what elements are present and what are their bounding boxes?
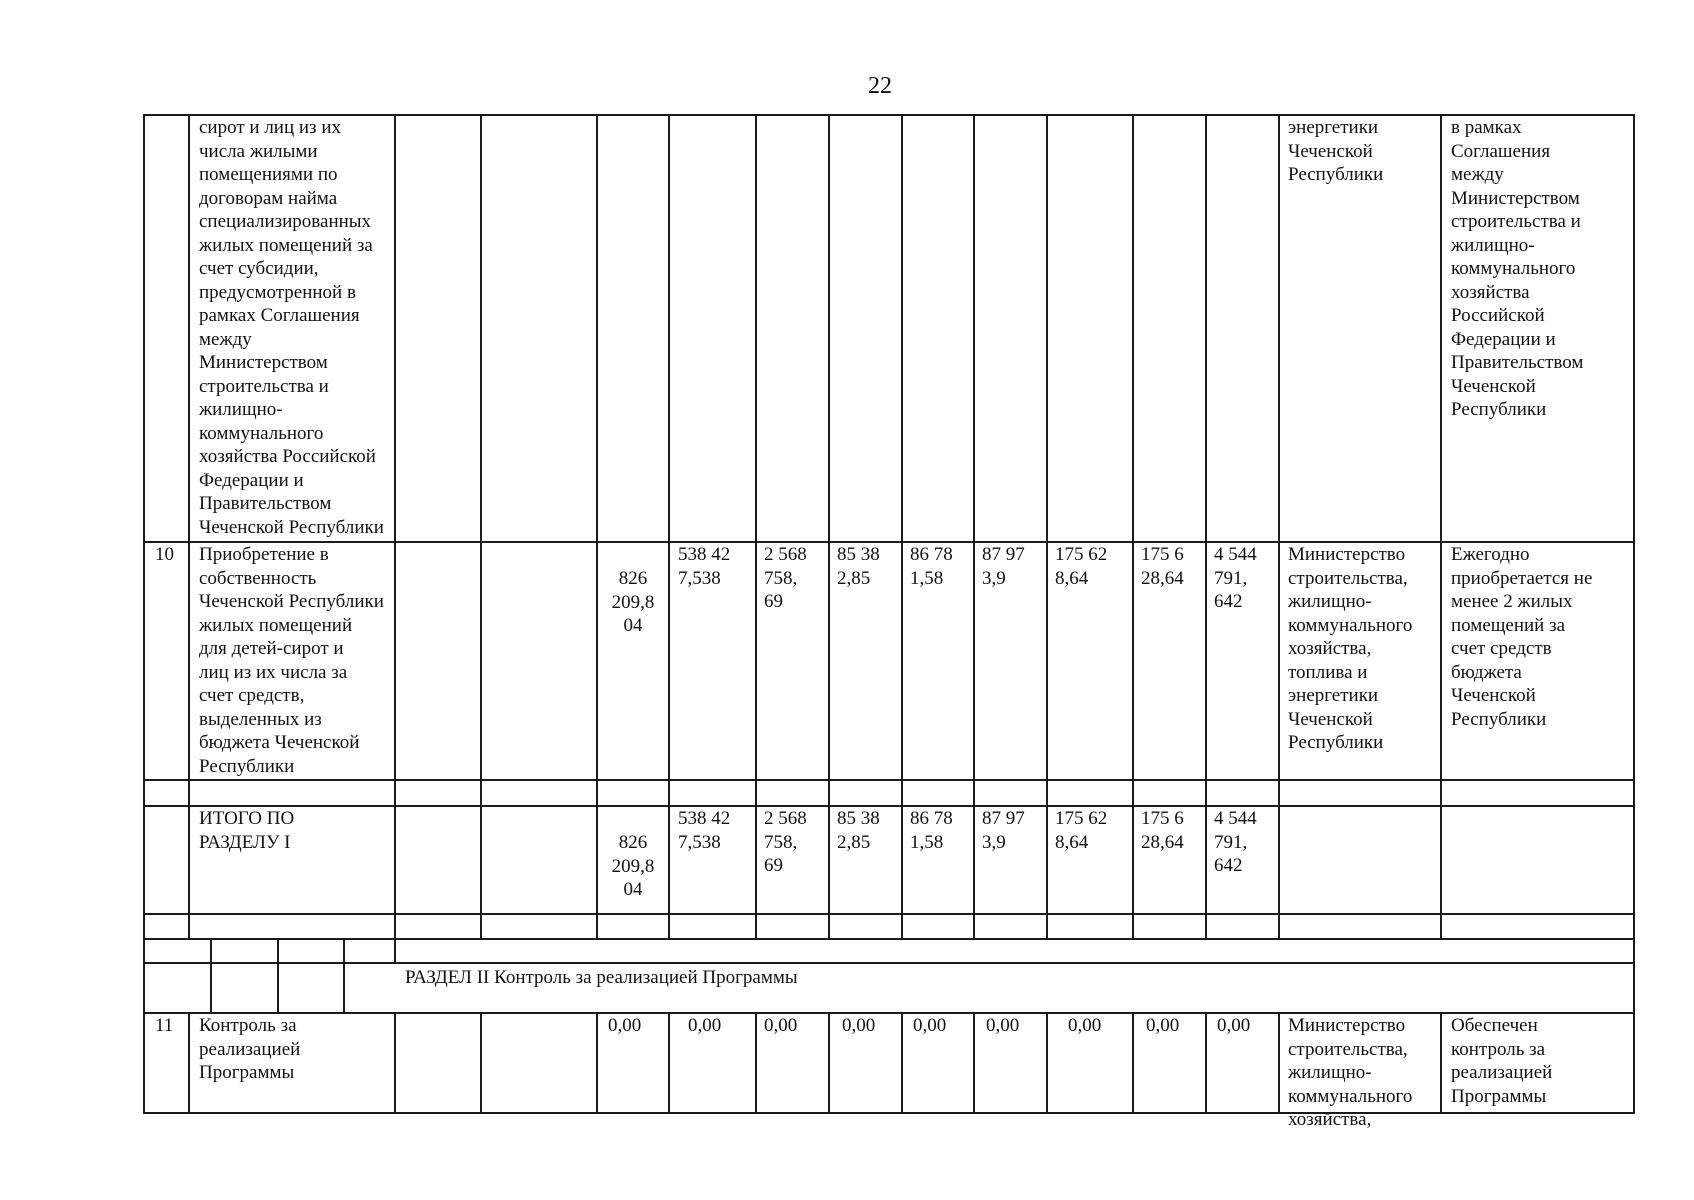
cell-row-number: 10: [155, 544, 174, 565]
column-divider: [596, 114, 598, 938]
column-divider: [343, 938, 345, 1012]
column-divider: [901, 1012, 903, 1112]
cell-value-8: 175 6 28,64: [1141, 544, 1184, 589]
cell-activity-continued: сирот и лиц из их числа жилыми помещениями по договорам найма специализированных жилых помещений за счет субсидии, предусмотренной в рамках Соглашения между Министерством строительства и жилищно- коммунального хозяйства Российской Федерации и Правительством Чеченской Республики: [199, 117, 384, 538]
column-divider: [1046, 114, 1048, 938]
column-divider: [1132, 114, 1134, 938]
cell-value-4: 0,00: [842, 1015, 876, 1036]
column-divider: [210, 938, 212, 1012]
program-table: [143, 114, 1635, 1130]
row-divider: [143, 962, 1635, 964]
column-divider: [973, 114, 975, 938]
column-divider: [188, 1012, 190, 1112]
cell-total-value-9: 4 544 791, 642: [1214, 808, 1257, 876]
cell-value-6: 87 97 3,9: [982, 544, 1025, 589]
column-divider: [901, 114, 903, 938]
column-divider: [480, 1012, 482, 1112]
column-divider: [596, 1012, 598, 1112]
cell-value-6: 0,00: [986, 1015, 1020, 1036]
cell-executor-continued: энергетики Чеченской Республики: [1288, 117, 1384, 185]
column-divider: [1205, 1012, 1207, 1112]
page-number: 22: [868, 73, 892, 99]
cell-result: Ежегодно приобретается не менее 2 жилых помещений за счет средств бюджета Чеченской Республики: [1451, 544, 1593, 730]
column-divider: [394, 938, 396, 962]
column-divider: [1278, 1012, 1280, 1112]
cell-activity: Контроль за реализацией Программы: [199, 1015, 301, 1083]
cell-value-5: 0,00: [913, 1015, 947, 1036]
row-divider: [143, 779, 1635, 781]
column-divider: [1046, 1012, 1048, 1112]
column-divider: [1205, 114, 1207, 938]
column-divider: [1440, 1012, 1442, 1112]
column-divider: [755, 1012, 757, 1112]
cell-value-9: 4 544 791, 642: [1214, 544, 1257, 612]
cell-value-3: 0,00: [764, 1015, 798, 1036]
column-divider: [755, 114, 757, 938]
section-title: РАЗДЕЛ II Контроль за реализацией Программы: [405, 967, 798, 988]
cell-total-label: ИТОГО ПО РАЗДЕЛУ I: [199, 808, 295, 853]
cell-activity: Приобретение в собственность Чеченской Республики жилых помещений для детей-сирот и лиц из их числа за счет средств, выделенных из бюджета Чеченской Республики: [199, 544, 384, 777]
row-divider: [143, 913, 1635, 915]
cell-total-value-8: 175 6 28,64: [1141, 808, 1184, 853]
cell-value-7: 175 62 8,64: [1055, 544, 1108, 589]
cell-executor: Министерство строительства, жилищно- коммунального хозяйства,: [1288, 1015, 1413, 1130]
cell-total-value-6: 87 97 3,9: [982, 808, 1025, 853]
column-divider: [188, 114, 190, 938]
cell-row-number: 11: [155, 1015, 174, 1036]
column-divider: [1132, 1012, 1134, 1112]
column-divider: [1278, 114, 1280, 938]
cell-value-8: 0,00: [1146, 1015, 1180, 1036]
column-divider: [973, 1012, 975, 1112]
column-divider: [277, 938, 279, 1012]
column-divider: [394, 114, 396, 938]
row-divider: [143, 938, 1635, 940]
column-divider: [828, 1012, 830, 1112]
cell-value-5: 86 78 1,58: [910, 544, 953, 589]
cell-result-continued: в рамках Соглашения между Министерством строительства и жилищно- коммунального хозяйства Российской Федерации и Правительством Чеченской Республики: [1451, 117, 1584, 420]
table-border-right: [1633, 114, 1635, 1114]
cell-result: Обеспечен контроль за реализацией Программы: [1451, 1015, 1553, 1107]
cell-value-1: 0,00: [608, 1015, 642, 1036]
column-divider: [668, 114, 670, 938]
cell-value-9: 0,00: [1217, 1015, 1251, 1036]
cell-value-1: 826 209,8 04: [611, 568, 655, 636]
cell-total-value-4: 85 38 2,85: [837, 808, 880, 853]
cell-value-4: 85 38 2,85: [837, 544, 880, 589]
cell-value-2: 0,00: [688, 1015, 722, 1036]
column-divider: [1440, 114, 1442, 938]
cell-total-value-7: 175 62 8,64: [1055, 808, 1108, 853]
cell-total-value-2: 538 42 7,538: [678, 808, 731, 853]
column-divider: [480, 114, 482, 938]
cell-value-3: 2 568 758, 69: [764, 544, 807, 612]
column-divider: [668, 1012, 670, 1112]
table-border-left: [143, 114, 145, 1114]
column-divider: [394, 1012, 396, 1112]
row-divider: [143, 805, 1635, 807]
cell-value-2: 538 42 7,538: [678, 544, 731, 589]
cell-total-value-5: 86 78 1,58: [910, 808, 953, 853]
cell-total-value-3: 2 568 758, 69: [764, 808, 807, 876]
column-divider: [828, 114, 830, 938]
cell-executor: Министерство строительства, жилищно- коммунального хозяйства, топлива и энергетики Чеченской Республики: [1288, 544, 1413, 753]
cell-value-7: 0,00: [1068, 1015, 1102, 1036]
cell-total-value-1: 826 209,8 04: [611, 832, 655, 900]
